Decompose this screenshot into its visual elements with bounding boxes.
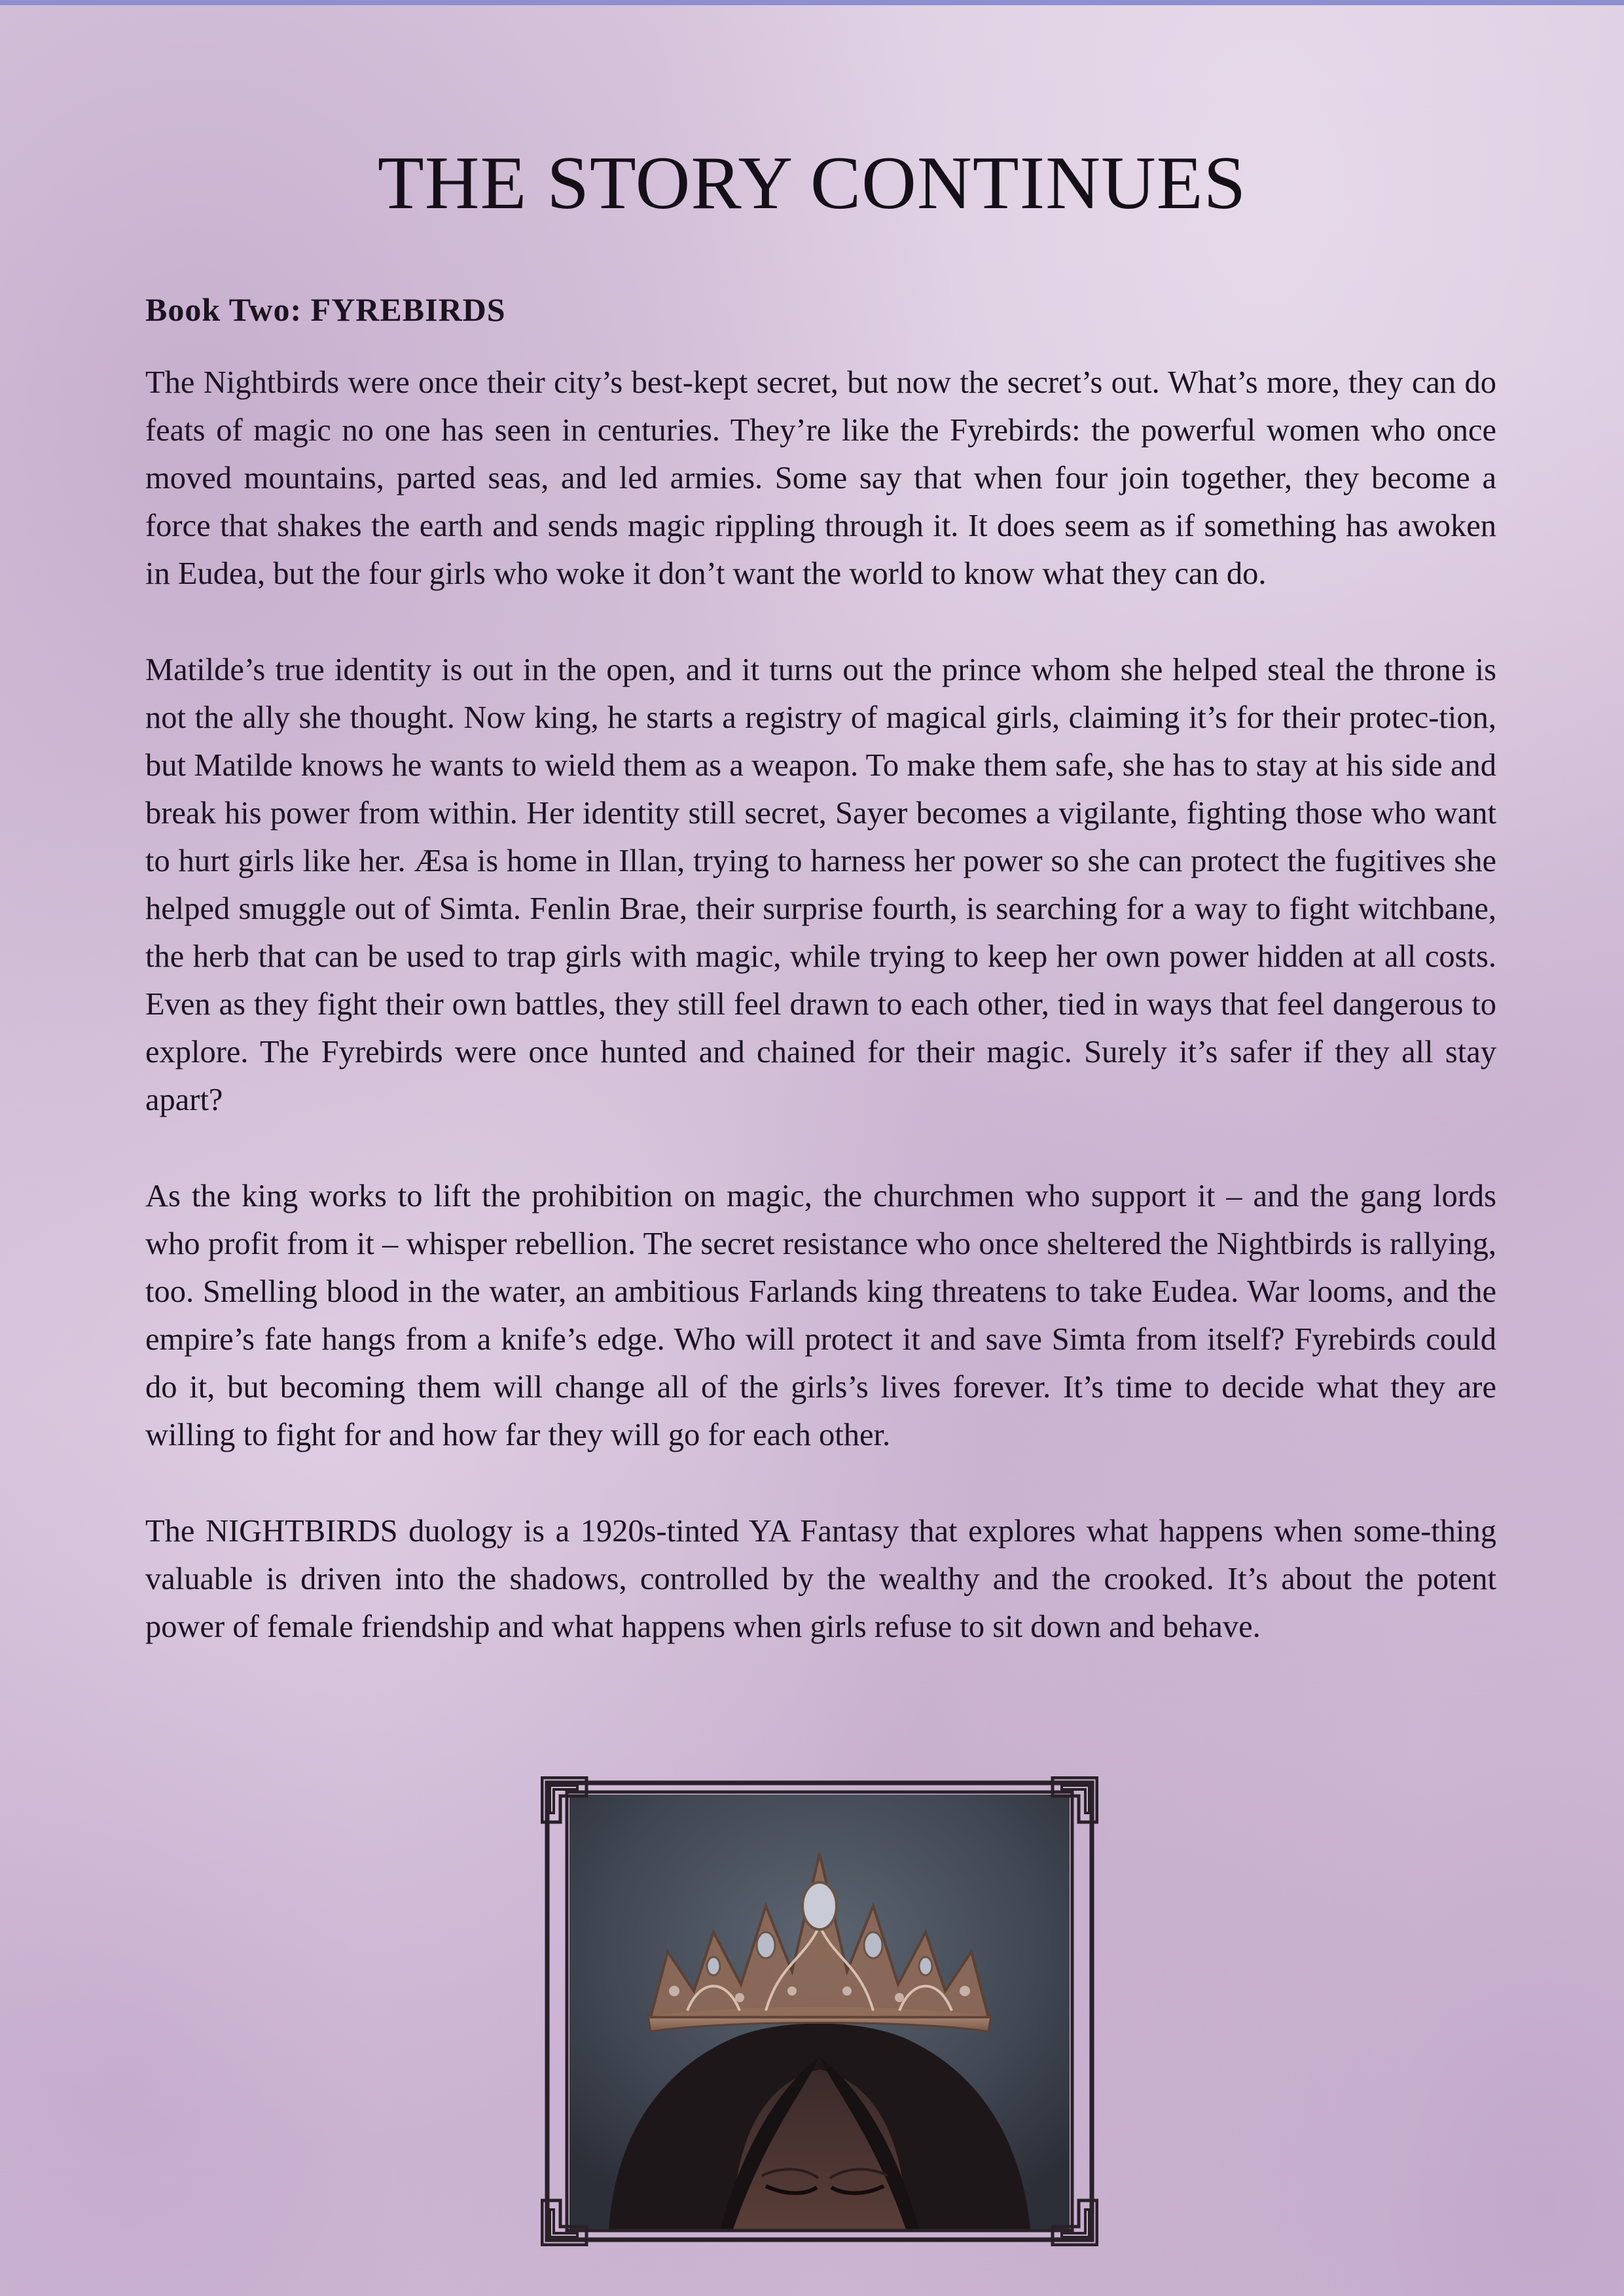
paragraph-2: Matilde’s true identity is out in the open, and it turns out the prince whom she helped steal the throne is not the ally she thought. Now king, he starts a registry of magical girls, claiming it’s for their protec-tion, but Matilde knows he wants to wield them as a weapon. To make them safe, she has to stay at his side and break his power from within. Her identity still secret, Sayer becomes a vigilante, fighting those who want to hurt girls like her. Æsa is home in Illan, trying to harness her power so she can protect the fugitives she helped smuggle out of Simta. Fenlin Brae, their surprise fourth, is searching for a way to fight witchbane, the herb that can be used to trap girls with magic, while trying to keep her own power hidden at all costs. Even as they fight their own battles, they still feel drawn to each other, tied in ways that feel dangerous to explore. The Fyrebirds were once hunted and chained for their magic. Surely it’s safer if they all stay apart? <box>145 653 1496 1117</box>
top-border <box>0 0 1624 5</box>
page-title: THE STORY CONTINUES <box>377 141 1247 225</box>
paragraph-3: As the king works to lift the prohibition on magic, the churchmen who support it – and the gang lords who profit from it – whisper rebellion. The secret resistance who once sheltered the Nightbirds is rallying, too. Smelling blood in the water, an ambitious Farlands king threatens to take Eudea. War looms, and the empire’s fate hangs from a knife’s edge. Who will protect it and save Simta from itself? Fyrebirds could do it, but becoming them will change all of the girls’s lives forever. It’s time to decide what they are willing to fight for and how far they will go for each other. <box>145 1179 1496 1452</box>
framed-portrait <box>541 1776 1098 2246</box>
paragraph-1: The Nightbirds were once their city’s best-kept secret, but now the secret’s out. What’s more, they can do feats of magic no one has seen in centuries. They’re like the Fyrebirds: the powerful women who once moved mountains, parted seas, and led armies. Some say that when four join together, they become a force that shakes the earth and sends magic rippling through it. It does seem as if something has awoken in Eudea, but the four girls who woke it don’t want the world to know what they can do. <box>145 365 1496 591</box>
main-content <box>145 287 1496 1699</box>
ornamental-frame <box>541 1776 1098 2246</box>
book-subtitle: Book Two: FYREBIRDS <box>145 291 506 328</box>
paragraph-4: The NIGHTBIRDS duology is a 1920s-tinted YA Fantasy that explores what happens when some-thing valuable is driven into the shadows, controlled by the wealthy and the crooked. It’s about the potent power of female friendship and what happens when girls refuse to sit down and behave. <box>145 1514 1496 1644</box>
